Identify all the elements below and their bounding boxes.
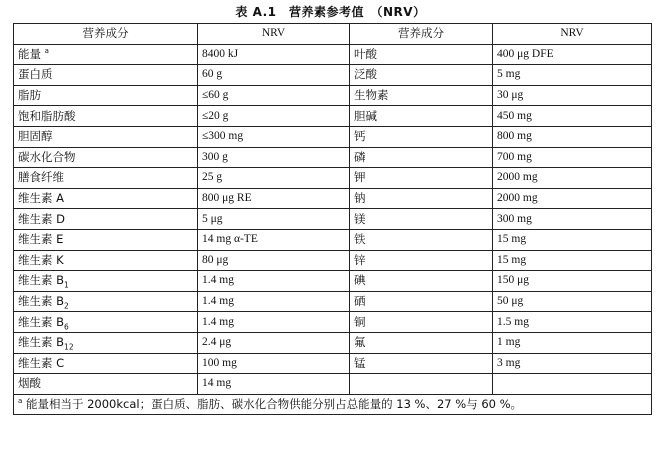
table-row [14,332,652,353]
nrv-value-right: 3 mg [493,353,652,374]
nrv-value-right: 300 mg [493,209,652,230]
nutrient-name-right: 硒 [350,291,493,312]
table-row [14,168,652,189]
nutrient-label: 胆固醇 [18,129,53,144]
table-row [14,374,652,395]
nutrient-name-left [14,291,198,312]
nutrient-name-left [14,147,198,168]
nrv-value-right: 50 μg [493,291,652,312]
table-row [14,209,652,230]
nrv-value-left: 8400 kJ [198,44,350,65]
nutrient-label: 维生素 C [18,355,65,370]
nutrient-name-left [14,106,198,127]
nutrient-name-left [14,312,198,333]
header-row [14,24,652,45]
footnote-row [14,394,652,415]
header-nutrient-right: 营养成分 [350,24,493,45]
footnote [14,394,652,415]
table-row [14,188,652,209]
nutrient-name-left [14,271,198,292]
nutrient-label: 维生素 E [18,232,64,247]
nutrient-name-left [14,374,198,395]
table-row [14,44,652,65]
nrv-value-right: 15 mg [493,229,652,250]
nutrient-label: 碳水化合物 [18,149,76,164]
nutrient-label: 饱和脂肪酸 [18,108,76,123]
footnote-marker: a [18,397,23,406]
table-row [14,312,652,333]
nutrient-label: 维生素 D [18,211,66,226]
nrv-value-left: 1.4 mg [198,291,350,312]
footnote-marker: a [44,47,49,56]
nrv-value-right: 2000 mg [493,188,652,209]
nutrient-name-right: 叶酸 [350,44,493,65]
nrv-value-left: 14 mg α-TE [198,229,350,250]
nrv-value-right: 2000 mg [493,168,652,189]
subscript: 12 [64,342,74,352]
footnote-text: 能量相当于 2000kcal；蛋白质、脂肪、碳水化合物供能分别占总能量的 13 %、27 %与 60 %。 [25,396,523,411]
nutrient-name-right: 锌 [350,250,493,271]
nrv-value-left: 1.4 mg [198,271,350,292]
header-nrv-right: NRV [493,24,652,45]
nrv-value-left: ≤300 mg [198,126,350,147]
nrv-value-right: 1.5 mg [493,312,652,333]
nutrient-name-right: 铁 [350,229,493,250]
nrv-value-left: 2.4 μg [198,332,350,353]
table-row [14,291,652,312]
nrv-value-left: 100 mg [198,353,350,374]
nutrient-label: 烟酸 [18,376,41,391]
nutrient-name-right: 生物素 [350,85,493,106]
nrv-value-right: 400 μg DFE [493,44,652,65]
nutrient-name-right: 磷 [350,147,493,168]
nrv-value-left: 1.4 mg [198,312,350,333]
subscript: 2 [64,301,69,311]
table-row [14,250,652,271]
nutrient-label: 蛋白质 [18,67,53,82]
nrv-value-left: ≤60 g [198,85,350,106]
nrv-value-right: 150 μg [493,271,652,292]
table-row [14,271,652,292]
header-nrv-left: NRV [198,24,350,45]
nutrient-name-left [14,126,198,147]
subscript: 6 [64,321,69,331]
nrv-value-left: 25 g [198,168,350,189]
nutrient-name-right: 铜 [350,312,493,333]
nrv-value-right: 15 mg [493,250,652,271]
table-row [14,85,652,106]
table-row [14,126,652,147]
nutrient-name-right: 碘 [350,271,493,292]
nrv-value-left: 5 μg [198,209,350,230]
nrv-value-right: 5 mg [493,65,652,86]
table-body [14,44,652,394]
nutrient-name-right: 钾 [350,168,493,189]
nutrient-label: 能量 [18,46,41,61]
nutrient-name-left [14,353,198,374]
nrv-value-left: ≤20 g [198,106,350,127]
nutrient-name-right: 锰 [350,353,493,374]
nutrient-name-right: 胆碱 [350,106,493,127]
nrv-value-right: 30 μg [493,85,652,106]
nrv-table [13,23,652,415]
nutrient-name-left [14,44,198,65]
table-row [14,353,652,374]
nutrient-name-left [14,250,198,271]
nutrient-label: 维生素 B [18,335,65,350]
nrv-value-left: 800 μg RE [198,188,350,209]
nrv-value-left: 60 g [198,65,350,86]
nutrient-label: 膳食纤维 [18,170,64,185]
nrv-value-left: 14 mg [198,374,350,395]
nrv-value-right [493,374,652,395]
table-row [14,147,652,168]
nutrient-name-left [14,209,198,230]
nrv-value-left: 300 g [198,147,350,168]
nrv-value-right: 700 mg [493,147,652,168]
nutrient-name-right: 钙 [350,126,493,147]
nutrient-label: 维生素 B [18,294,65,309]
nutrient-name-right: 氟 [350,332,493,353]
nutrient-name-left [14,332,198,353]
nutrient-name-left [14,229,198,250]
nutrient-name-right: 镁 [350,209,493,230]
nutrient-name-right: 钠 [350,188,493,209]
nrv-value-right: 1 mg [493,332,652,353]
nrv-value-right: 800 mg [493,126,652,147]
nutrient-name-left [14,168,198,189]
nutrient-label: 维生素 B [18,314,65,329]
nutrient-label: 维生素 B [18,273,65,288]
nutrient-name-left [14,85,198,106]
nutrient-label: 维生素 A [18,191,65,206]
table-row [14,65,652,86]
subscript: 1 [64,280,69,290]
nutrient-name-right: 泛酸 [350,65,493,86]
nrv-value-right: 450 mg [493,106,652,127]
table-title: 表 A.1 营养素参考值 （NRV） [235,5,426,19]
nutrient-name-right [350,374,493,395]
nutrient-label: 脂肪 [18,88,41,103]
nrv-value-left: 80 μg [198,250,350,271]
nutrient-name-left [14,65,198,86]
table-row [14,229,652,250]
nutrient-name-left [14,188,198,209]
header-nutrient-left: 营养成分 [14,24,198,45]
table-row [14,106,652,127]
nutrient-label: 维生素 K [18,252,64,267]
